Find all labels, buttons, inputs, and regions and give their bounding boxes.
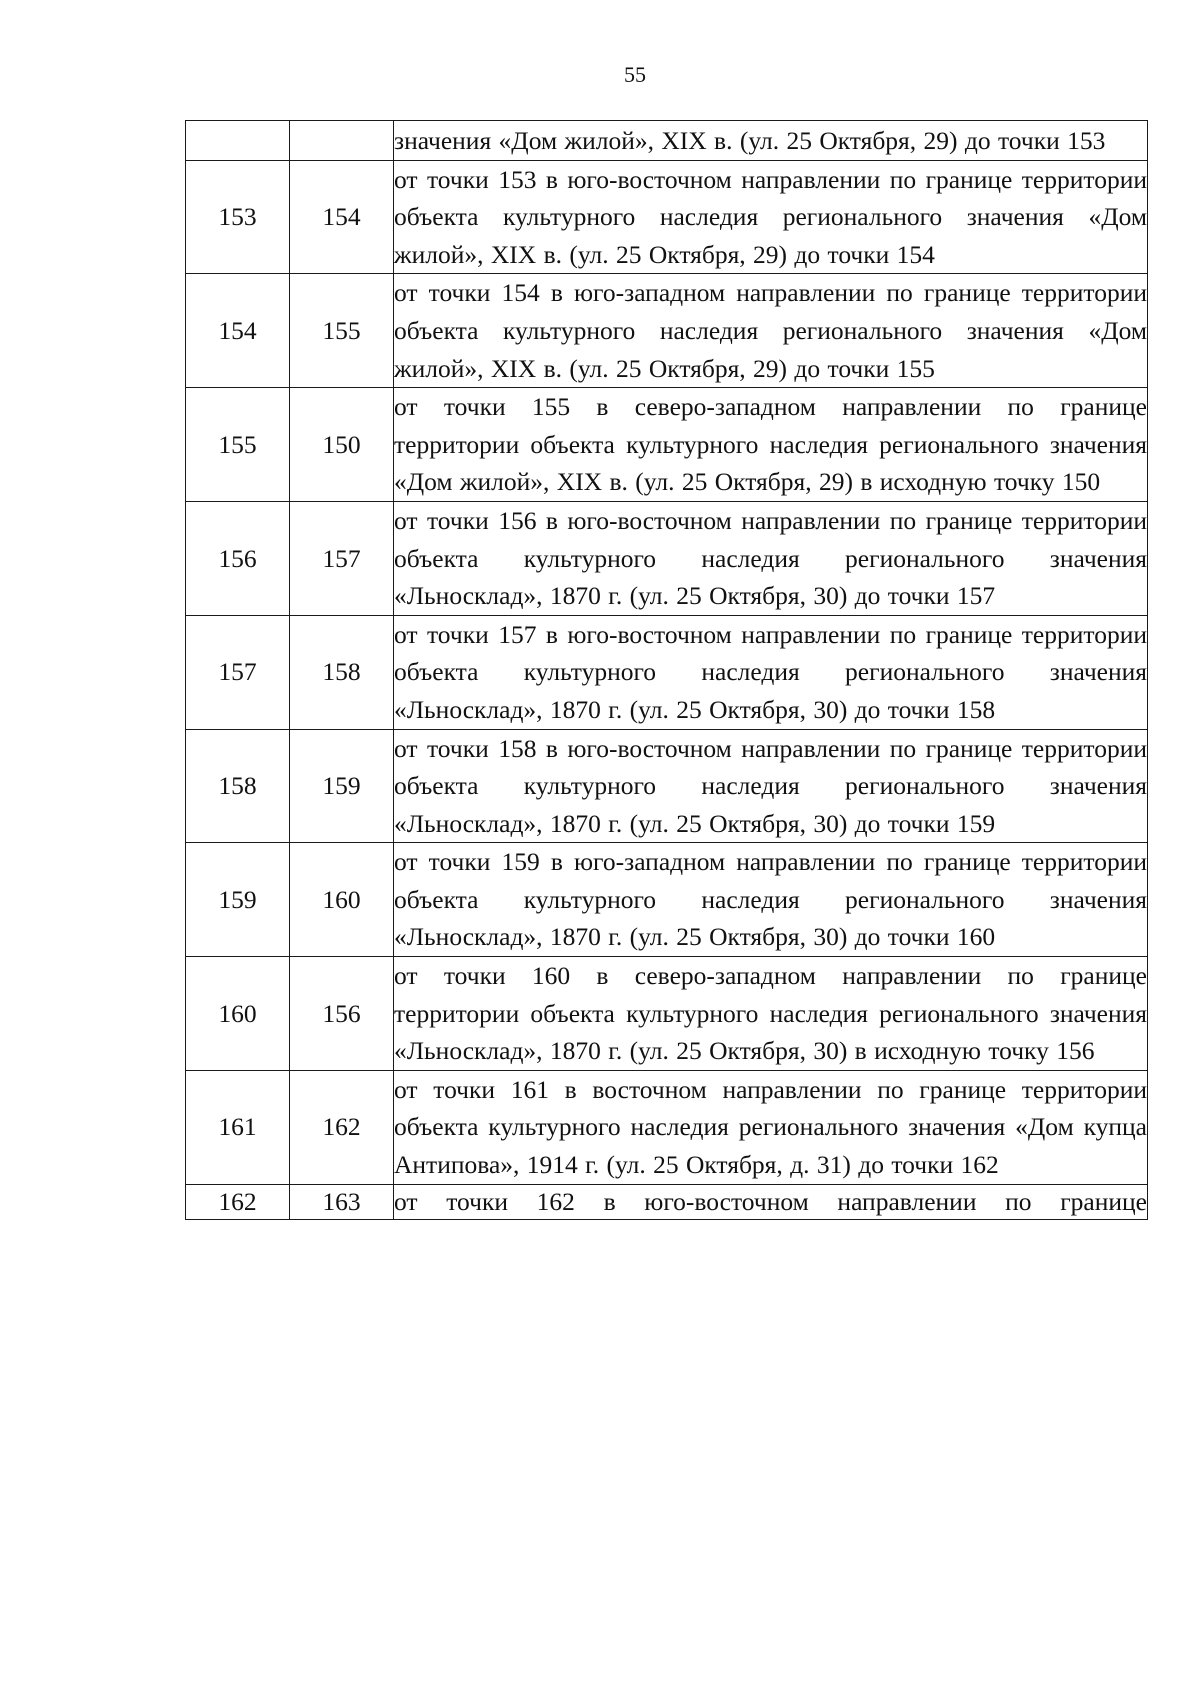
point-from-cell: 159 [186, 843, 290, 957]
point-from-cell: 154 [186, 274, 290, 388]
point-to-cell: 154 [290, 160, 394, 274]
description-cell: значения «Дом жилой», XIX в. (ул. 25 Октября, 29) до точки 153 [394, 121, 1148, 161]
point-to-cell: 150 [290, 388, 394, 502]
table-row [186, 160, 1148, 274]
description-cell: от точки 154 в юго-западном направлении по границе территории объекта культурного наследия регионального значения «Дом жилой», XIX в. (ул. 25 Октября, 29) до точки 155 [394, 274, 1148, 388]
point-from-cell: 162 [186, 1184, 290, 1219]
point-from-cell: 155 [186, 388, 290, 502]
description-cell: от точки 156 в юго-восточном направлении по границе территории объекта культурного наследия регионального значения «Льносклад», 1870 г. (ул. 25 Октября, 30) до точки 157 [394, 501, 1148, 615]
point-to-cell: 155 [290, 274, 394, 388]
table-row [186, 615, 1148, 729]
point-to-cell: 158 [290, 615, 394, 729]
table-row [186, 957, 1148, 1071]
table-row [186, 274, 1148, 388]
description-cell: от точки 157 в юго-восточном направлении по границе территории объекта культурного наследия регионального значения «Льносклад», 1870 г. (ул. 25 Октября, 30) до точки 158 [394, 615, 1148, 729]
point-to-cell: 159 [290, 729, 394, 843]
point-to-cell [290, 121, 394, 161]
description-cell: от точки 155 в северо-западном направлении по границе территории объекта культурного наследия регионального значения «Дом жилой», XIX в. (ул. 25 Октября, 29) в исходную точку 150 [394, 388, 1148, 502]
table-row [186, 388, 1148, 502]
point-from-cell: 161 [186, 1070, 290, 1184]
description-cell: от точки 158 в юго-восточном направлении по границе территории объекта культурного наследия регионального значения «Льносклад», 1870 г. (ул. 25 Октября, 30) до точки 159 [394, 729, 1148, 843]
table-row [186, 729, 1148, 843]
point-from-cell: 157 [186, 615, 290, 729]
point-from-cell: 153 [186, 160, 290, 274]
point-to-cell: 160 [290, 843, 394, 957]
point-to-cell: 157 [290, 501, 394, 615]
point-from-cell: 158 [186, 729, 290, 843]
description-cell: от точки 159 в юго-западном направлении по границе территории объекта культурного наследия регионального значения «Льносклад», 1870 г. (ул. 25 Октября, 30) до точки 160 [394, 843, 1148, 957]
point-to-cell: 156 [290, 957, 394, 1071]
description-cell: от точки 160 в северо-западном направлении по границе территории объекта культурного наследия регионального значения «Льносклад», 1870 г. (ул. 25 Октября, 30) в исходную точку 156 [394, 957, 1148, 1071]
page-number: 55 [624, 62, 646, 87]
table-row [186, 1184, 1148, 1219]
table-row [186, 1070, 1148, 1184]
table-row [186, 501, 1148, 615]
point-to-cell: 162 [290, 1070, 394, 1184]
table-row [186, 121, 1148, 161]
point-from-cell: 160 [186, 957, 290, 1071]
description-cell: от точки 162 в юго-восточном направлении по границе [394, 1184, 1148, 1219]
description-cell: от точки 161 в восточном направлении по границе территории объекта культурного наследия регионального значения «Дом купца Антипова», 1914 г. (ул. 25 Октября, д. 31) до точки 162 [394, 1070, 1148, 1184]
description-cell: от точки 153 в юго-восточном направлении по границе территории объекта культурного наследия регионального значения «Дом жилой», XIX в. (ул. 25 Октября, 29) до точки 154 [394, 160, 1148, 274]
point-from-cell [186, 121, 290, 161]
boundary-table [185, 120, 1148, 1220]
point-from-cell: 156 [186, 501, 290, 615]
point-to-cell: 163 [290, 1184, 394, 1219]
table-row [186, 843, 1148, 957]
